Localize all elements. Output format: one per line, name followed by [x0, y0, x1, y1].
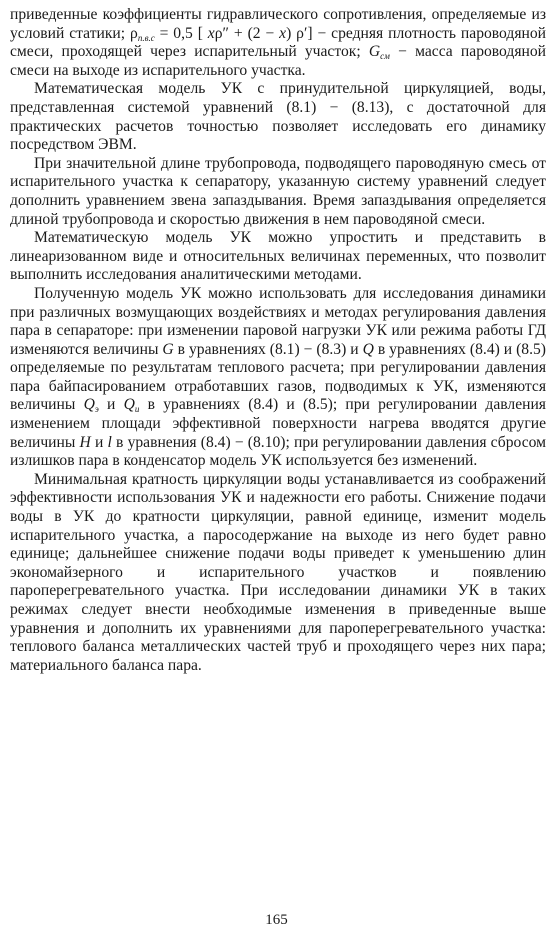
subscript: и: [134, 404, 140, 415]
paragraph: [10, 6, 546, 80]
text-run: в уравнениях (8.1) − (8.3) и: [173, 340, 363, 358]
text-run: ρ″ + (2 −: [214, 24, 280, 42]
italic-symbol: x: [207, 24, 215, 42]
text-run: При значительной длине трубопровода, подводящего пароводяную смесь от испарительного участка к сепаратору, указанную систему уравнений следует дополнить уравнением звена запаздывания. Время запаздывания определяется длиной трубопровода и скоростью движения в нем пароводяной смеси.: [10, 154, 546, 228]
italic-symbol: x: [279, 24, 287, 42]
text-run: ρ: [130, 24, 138, 42]
italic-symbol: l: [107, 433, 112, 451]
paragraph: [10, 155, 546, 229]
text-run: = 0,5 [: [154, 24, 208, 42]
text-run: ) ρ′] − средняя плотность пароводяной смеси, проходящей через испарительный участок;: [10, 24, 546, 61]
italic-symbol: G: [368, 43, 381, 61]
text-run: Математическая модель УК с принудительной циркуляцией, воды, представленная системой уравнений (8.1) − (8.13), с достаточной для практических расчетов точностью позволяет исследовать его динамику посредством ЭВМ.: [10, 80, 546, 154]
text-run: и: [90, 433, 108, 451]
body-text: [10, 6, 546, 675]
italic-symbol: Q: [83, 396, 95, 414]
text-run: Математическую модель УК можно упростить и представить в линеаризованном виде и относительных величинах переменных, что позволит выполнить исследования аналитическими методами.: [10, 229, 546, 284]
subscript: п.в.с: [137, 32, 155, 43]
paragraph: [10, 80, 546, 154]
text-run: в уравнениях (8.4) и (8.5); при регулировании давления изменением площади эффективной поверхности нагрева вводятся другие величины: [10, 396, 546, 451]
text-run: в уравнения (8.4) − (8.10); при регулировании давления сбросом излишков пара в конденсатор модель УК используется без изменений.: [10, 433, 546, 470]
italic-symbol: G: [162, 340, 174, 358]
paragraph: [10, 229, 546, 285]
text-run: − масса пароводяной смеси на выходе из испарительного участка.: [10, 43, 546, 79]
text-run: и: [98, 396, 124, 414]
text-run: приведенные коэффициенты гидравлического сопротивления, определяемые из условий статики;: [10, 6, 546, 42]
subscript: см: [380, 51, 390, 62]
text-run: в уравнениях (8.4) и (8.5) определяемые по результатам теплового расчета; при регулировании давления пара байпасированием отработавших газов, подводимых к УК, изменяются величины: [10, 340, 546, 414]
paragraph: [10, 285, 546, 471]
subscript: э: [94, 404, 99, 415]
text-run: Минимальная кратность циркуляции воды устанавливается из соображений эффективности использования УК и надежности его работы. Снижение подачи воды в УК до кратности циркуляции, равной единице, изменит модель испарительного участка, а паросодержание на выходе из него будет равно единице; дальнейшее снижение подачи воды приведет к уменьшению длин экономайзерного и испарительного участков и появлению пароперегревательного участка. При исследовании динамики УК в таких режимах следует внести необходимые изменения в приведенные выше уравнения и дополнить их уравнениями для пароперегревательного участка: теплового баланса металлических частей труб и проходящего через них пара; материального баланса пара.: [10, 470, 546, 674]
text-run: Полученную модель УК можно использовать для исследования динамики при различных возмущающих воздействиях и методах регулирования давления пара в сепараторе: при изменении паровой нагрузки УК или режима работы ГД изменяются величины: [10, 284, 546, 358]
italic-symbol: Q: [362, 340, 374, 358]
italic-symbol: Q: [123, 396, 135, 414]
page-number: 165: [265, 912, 288, 928]
paragraph: [10, 471, 546, 676]
italic-symbol: H: [79, 433, 91, 451]
